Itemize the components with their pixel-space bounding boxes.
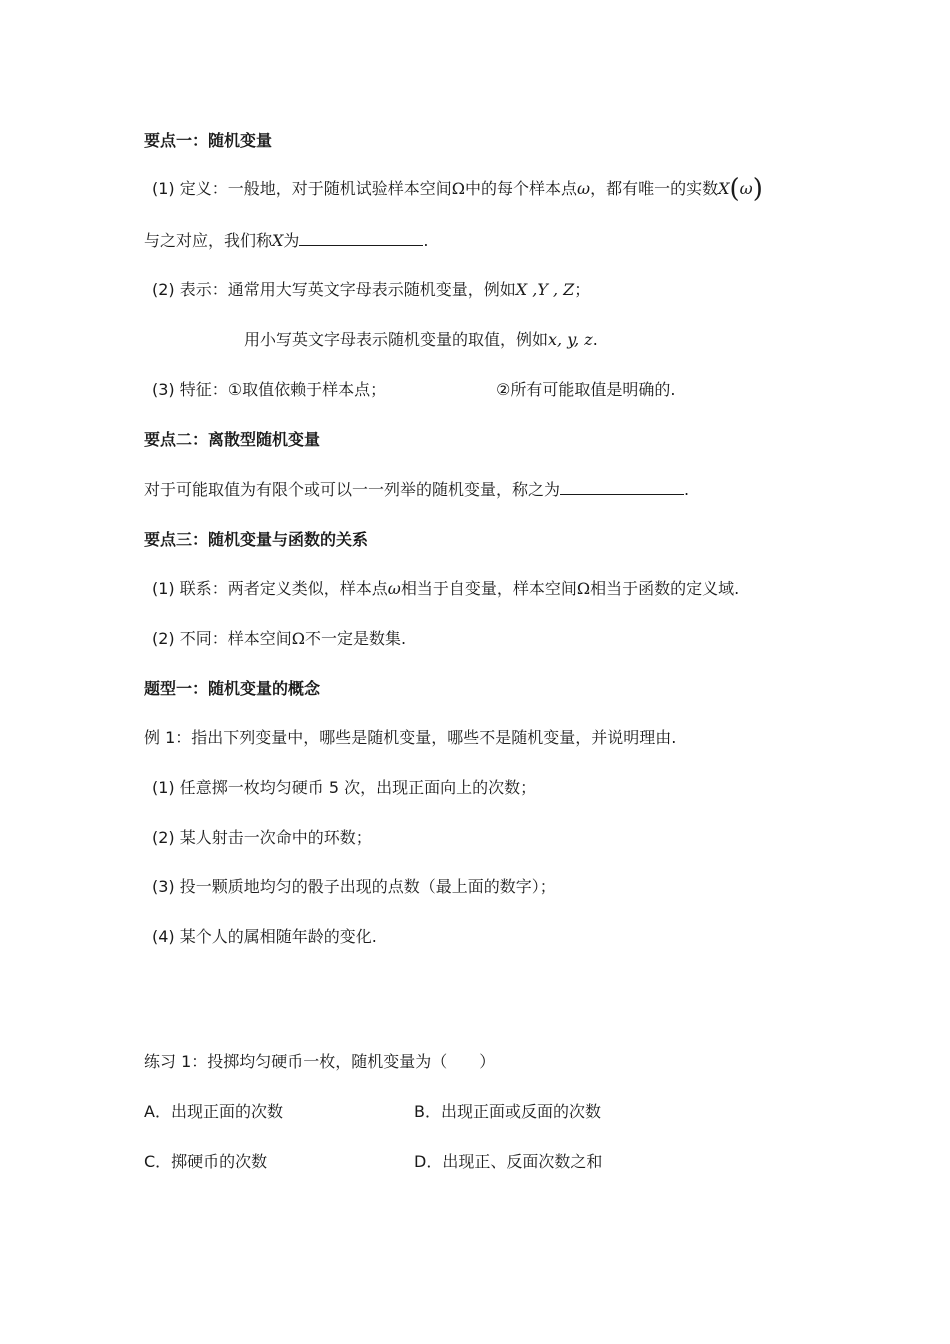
fill-blank-2[interactable]	[560, 480, 684, 495]
kp1-definition-line2	[144, 230, 429, 252]
fill-blank[interactable]	[299, 231, 423, 246]
kp1-definition-line1	[152, 174, 763, 204]
var-X-2: X	[272, 231, 284, 250]
example-1: 例 1：指出下列变量中，哪些是随机变量，哪些不是随机变量，并说明理由.	[144, 728, 677, 747]
rep-semicolon: ；	[574, 280, 591, 299]
rep-upper-vars: X ,Y , Z	[515, 280, 575, 299]
definition-tail: ，都有唯一的实数	[590, 179, 719, 198]
line2-pre: 与之对应，我们称	[144, 231, 273, 250]
var-X: X	[718, 179, 730, 198]
paren-open: (	[729, 174, 740, 204]
link-mid: 相当于自变量，样本空间	[400, 579, 577, 598]
omega-capital-3: Ω	[291, 629, 306, 648]
period: .	[423, 231, 429, 250]
kp1-representation	[152, 279, 590, 301]
option-a[interactable]: A．出现正面的次数	[144, 1102, 283, 1121]
kp1-representation-2	[244, 329, 598, 351]
definition-mid: 中的每个样本点	[465, 179, 578, 198]
rep2-period: .	[592, 330, 598, 349]
omega-capital: Ω	[451, 179, 466, 198]
rep-lower-vars: x, y, z	[548, 330, 593, 349]
rep2-text: 用小写英文字母表示随机变量的取值，例如	[244, 330, 549, 349]
omega-arg: ω	[739, 179, 753, 198]
kp1-heading: 要点一：随机变量	[144, 131, 273, 150]
kp1-features: (3) 特征：①取值依赖于样本点；	[152, 380, 387, 399]
example-item: (3) 投一颗质地均匀的骰子出现的点数（最上面的数字）；	[152, 877, 556, 896]
kp2-period: .	[684, 480, 690, 499]
kp2-heading: 要点二：离散型随机变量	[144, 430, 321, 449]
omega-small: ω	[577, 179, 591, 198]
type1-heading: 题型一：随机变量的概念	[144, 679, 321, 698]
line2-post: 为	[283, 231, 300, 250]
kp3-diff	[152, 628, 406, 650]
paren-close: )	[752, 174, 763, 204]
link-pre: (1) 联系：两者定义类似，样本点	[152, 579, 388, 598]
diff-post: 不一定是数集.	[305, 629, 407, 648]
kp3-link	[152, 578, 739, 600]
example-item: (1) 任意掷一枚均匀硬币 5 次，出现正面向上的次数；	[152, 778, 537, 797]
rep-label: (2) 表示：通常用大写英文字母表示随机变量，例如	[152, 280, 516, 299]
omega-small-2: ω	[387, 579, 401, 598]
option-d[interactable]: D．出现正、反面次数之和	[414, 1152, 603, 1171]
kp2-text-body: 对于可能取值为有限个或可以一一列举的随机变量，称之为	[144, 480, 561, 499]
example-item: (2) 某人射击一次命中的环数；	[152, 828, 372, 847]
kp3-heading: 要点三：随机变量与函数的关系	[144, 530, 369, 549]
omega-capital-2: Ω	[576, 579, 591, 598]
definition-label: (1) 定义：一般地，对于随机试验样本空间	[152, 179, 452, 198]
kp2-text	[144, 479, 689, 501]
diff-pre: (2) 不同：样本空间	[152, 629, 292, 648]
exercise-question: 练习 1：投掷均匀硬币一枚，随机变量为（ ）	[144, 1052, 496, 1071]
kp1-feature-2: ②所有可能取值是明确的.	[496, 380, 676, 399]
example-item: (4) 某个人的属相随年龄的变化.	[152, 927, 377, 946]
option-c[interactable]: C．掷硬币的次数	[144, 1152, 268, 1171]
link-post: 相当于函数的定义域.	[590, 579, 740, 598]
option-b[interactable]: B．出现正面或反面的次数	[414, 1102, 601, 1121]
